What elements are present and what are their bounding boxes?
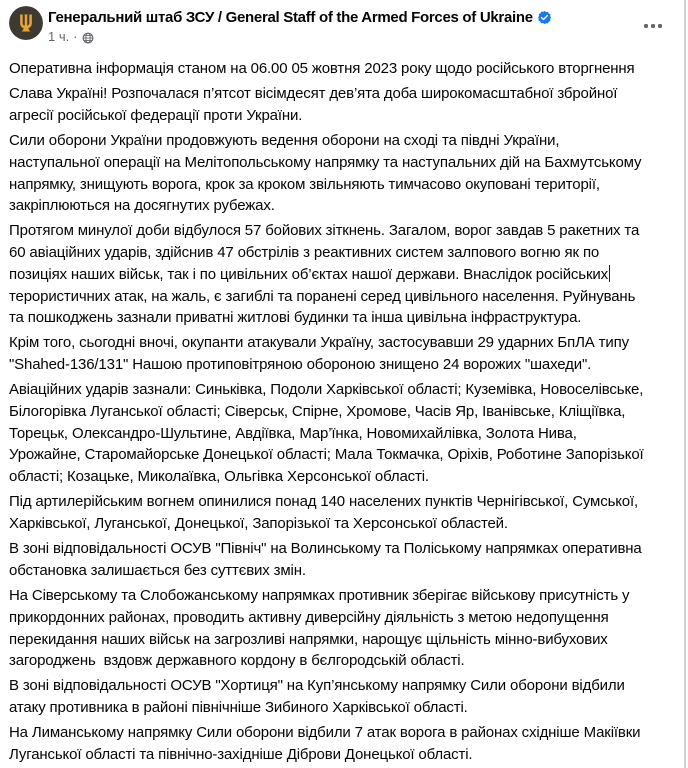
post-text-line: обстановка залишається без суттєвих змін. <box>9 561 306 579</box>
post-text-line: Білогорівка Луганської області; Сіверськ, Спірне, Хромове, Часів Яр, Іванівське, Кліщіївка, <box>9 403 626 421</box>
post-paragraph <box>9 491 678 534</box>
post-paragraph <box>9 220 678 329</box>
globe-icon <box>82 31 94 44</box>
post-text-line: Оперативна інформація станом на 06.00 05 жовтня 2023 року щодо російського вторгнення <box>9 60 635 77</box>
post-text-line: В зоні відповідальності ОСУВ "Хортиця" на Куп’янському напрямку Сили оборони відбили <box>9 677 625 695</box>
post-text-line: наступальної операції на Мелітопольському напрямку та наступальних дій на Бахмутському <box>9 153 642 171</box>
post-text-line: позиціях наших військ, так і по цивільних об’єктах нашої держави. Внаслідок російських <box>9 264 678 286</box>
post-text-line: агресії російської федерації проти України. <box>9 106 303 124</box>
post-paragraph <box>9 58 678 80</box>
post-text-line: та пошкоджень зазнали приватні житлові будинки та інша цивільна інфраструктура. <box>9 309 582 327</box>
verified-badge-icon <box>538 11 551 24</box>
meta-separator: · <box>73 29 78 44</box>
post-text-line: прикордонних районах, проводить активну диверсійну діяльність з метою недопущення <box>9 608 609 626</box>
post-text-line: На Лиманському напрямку Сили оборони відбили 7 атак ворога в районах східніше Макіївки <box>9 724 641 742</box>
page-avatar[interactable] <box>9 6 43 40</box>
ellipsis-dot <box>658 24 662 28</box>
post-text-line: Торецьк, Олександро-Шультине, Авдіївка, Мар’їнка, Новомихайлівка, Золота Нива, <box>9 424 577 442</box>
post-text-line: напрямку, знищують ворога, крок за кроком звільняють тимчасово окуповані території, <box>9 175 600 193</box>
post-paragraph <box>9 675 678 718</box>
post-text-line: Протягом минулої доби відбулося 57 бойових зіткнень. Загалом, ворог завдав 5 ракетних та <box>9 222 640 240</box>
post-text-line: терористичних атак, на жаль, є загиблі та поранені серед цивільного населення. Руйнувань <box>9 287 636 305</box>
post-paragraph <box>9 332 678 375</box>
post-timestamp[interactable]: 1 ч. <box>48 29 70 44</box>
post-meta <box>48 29 551 45</box>
page-name[interactable]: Генеральний штаб ЗСУ / General Staff of the Armed Forces of Ukraine <box>48 9 533 26</box>
post-text-line: Сили оборони України продовжують ведення оборони на сході та півдні України, <box>9 132 560 150</box>
window-edge <box>684 0 686 768</box>
trident-emblem-icon <box>9 6 43 40</box>
post-text-line: Авіаційних ударів зазнали: Синьківка, Подоли Харківської області; Куземівка, Новоселівське, <box>9 381 644 399</box>
post-text-line: На Сіверському та Слобожанському напрямках противник зберігає військову присутність у <box>9 587 630 605</box>
post-text-line: загороджень вздовж державного кордону в бєлгородській області. <box>9 652 465 670</box>
post-text-line: закріплюються на досягнутих рубежах. <box>9 197 275 215</box>
post-text-line: Луганської області та північно-західніше Діброви Донецької області. <box>9 746 473 764</box>
ellipsis-dot <box>644 24 648 28</box>
post-text-line: атаку противника в районі північніше Зибиного Харківської області. <box>9 699 468 717</box>
post-text-line: Слава Україні! Розпочалася п’ятсот вісімдесят дев’ята доба широкомасштабної збройної <box>9 85 618 103</box>
post-text <box>0 45 688 766</box>
post-paragraph <box>9 585 678 672</box>
post-text-line: Урожайне, Старомайорське Донецької області; Мала Токмачка, Оріхів, Роботине Запорізької <box>9 446 644 464</box>
post-text-line: Під артилерійським вогнем опинилися понад 140 населених пунктів Чернігівської, Сумської, <box>9 493 639 511</box>
post-paragraph <box>9 83 678 126</box>
post-header-info <box>48 6 551 45</box>
post-paragraph <box>9 722 678 765</box>
post-text-line: Харківської, Луганської, Донецької, Запорізької та Херсонської областей. <box>9 515 508 533</box>
ellipsis-dot <box>651 24 655 28</box>
post-options-button[interactable] <box>640 18 666 34</box>
text-cursor <box>609 265 611 282</box>
post-text-line: перекидання наших військ на загрозливі напрямки, нарощує щільність мінно-вибухових <box>9 630 608 648</box>
post-paragraph <box>9 130 678 217</box>
post-paragraph <box>9 538 678 581</box>
post-text-line: "Shahed-136/131" Нашою протиповітряною обороною знищено 24 ворожих "шахеди". <box>9 356 592 374</box>
post-text-line: 60 авіаційних ударів, здійснив 47 обстрілів з реактивних систем залпового вогню як по <box>9 244 600 262</box>
post-paragraph <box>9 379 678 488</box>
post-text-line: В зоні відповідальності ОСУВ "Північ" на Волинському та Поліському напрямках оперативна <box>9 540 642 558</box>
post-text-line: Крім того, сьогодні вночі, окупанти атакували Україну, застосувавши 29 ударних БпЛА типу <box>9 334 629 352</box>
post-text-line: області; Козацьке, Миколаївка, Ольгівка Херсонської області. <box>9 468 429 486</box>
post-header <box>0 0 688 45</box>
